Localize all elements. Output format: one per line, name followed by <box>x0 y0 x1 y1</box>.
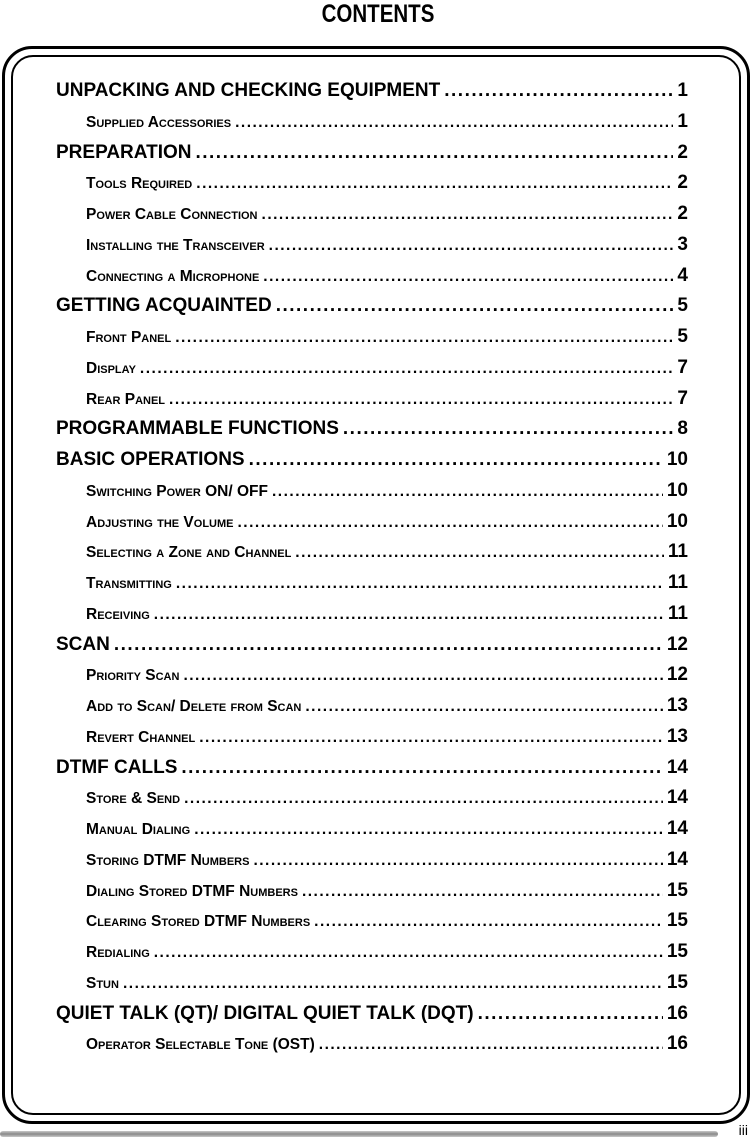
toc-entry-label: PROGRAMMABLE FUNCTIONS <box>56 418 339 440</box>
toc-entry-label: Priority Scan <box>86 667 180 685</box>
toc-entry-label: PREPARATION <box>56 141 192 163</box>
toc-leader-dots <box>302 883 663 901</box>
toc-leader-dots <box>263 268 673 286</box>
toc-entry-label: Selecting a Zone and Channel <box>86 544 292 562</box>
toc-entry-page: 1 <box>677 110 688 132</box>
toc-subsection-entry[interactable] <box>56 849 688 880</box>
toc-entry-page: 10 <box>666 449 688 470</box>
toc-entry-page: 1 <box>677 80 688 101</box>
toc-entry-page: 12 <box>666 633 688 655</box>
toc-entry-page: 15 <box>666 910 688 932</box>
toc-entry-label: Adjusting the Volume <box>86 513 234 531</box>
toc-leader-dots <box>235 114 673 132</box>
toc-entry-label: Operator Selectable Tone (OST) <box>86 1036 315 1054</box>
toc-entry-page: 15 <box>666 941 688 962</box>
toc-entry-label: Installing the Transceiver <box>86 236 265 254</box>
toc-entry-page: 4 <box>677 264 688 286</box>
toc-entry-label: Store & Send <box>86 790 181 808</box>
toc-entry-label: Tools Required <box>86 175 193 193</box>
toc-subsection-entry[interactable] <box>56 541 688 572</box>
toc-entry-label: Supplied Accessories <box>86 113 232 131</box>
toc-entry-page: 7 <box>677 356 688 378</box>
footer-bar <box>0 1131 718 1137</box>
toc-leader-dots <box>269 237 674 255</box>
toc-leader-dots <box>169 391 673 409</box>
toc-entry-page: 10 <box>666 510 688 532</box>
toc-subsection-entry[interactable] <box>56 234 688 265</box>
toc-leader-dots <box>183 667 662 685</box>
toc-leader-dots <box>184 790 663 808</box>
toc-entry-page: 14 <box>666 756 688 778</box>
toc-entry-label: Manual Dialing <box>86 821 191 838</box>
page-number: iii <box>738 1122 748 1138</box>
toc-leader-dots <box>237 514 662 532</box>
toc-subsection-entry[interactable] <box>56 603 688 634</box>
toc-leader-dots <box>249 449 663 471</box>
toc-entry-page: 15 <box>666 879 688 901</box>
toc-entry-label: Transmitting <box>86 575 172 592</box>
toc-subsection-entry[interactable] <box>56 111 688 142</box>
toc-section-entry[interactable] <box>56 142 688 173</box>
toc-entry-page: 11 <box>667 572 688 593</box>
toc-entry-page: 12 <box>666 664 688 686</box>
toc-leader-dots <box>123 975 663 993</box>
toc-leader-dots <box>194 821 663 839</box>
toc-leader-dots <box>272 483 663 501</box>
toc-entry-page: 13 <box>666 725 688 747</box>
toc-entry-label: GETTING ACQUAINTED <box>56 295 272 317</box>
toc-entry-label: DTMF CALLS <box>56 756 178 778</box>
toc-entry-page: 14 <box>666 848 688 870</box>
page-title: CONTENTS <box>321 0 435 28</box>
toc-section-entry[interactable] <box>56 1003 688 1034</box>
toc-leader-dots <box>305 698 662 716</box>
toc-entry-page: 10 <box>666 479 688 501</box>
toc-subsection-entry[interactable] <box>56 572 688 603</box>
toc-leader-dots <box>444 80 673 102</box>
toc-entry-label: Dialing Stored DTMF Numbers <box>86 882 298 900</box>
toc-leader-dots <box>478 1003 663 1025</box>
toc-subsection-entry[interactable] <box>56 326 688 357</box>
toc-subsection-entry[interactable] <box>56 172 688 203</box>
toc-section-entry[interactable] <box>56 295 688 326</box>
toc-entry-label: UNPACKING AND CHECKING EQUIPMENT <box>56 80 441 101</box>
toc-entry-label: Connecting a Microphone <box>86 267 260 285</box>
toc-subsection-entry[interactable] <box>56 880 688 911</box>
toc-entry-label: Switching Power ON/ OFF <box>86 482 268 500</box>
toc-leader-dots <box>114 634 663 656</box>
toc-leader-dots <box>176 575 664 593</box>
toc-entry-page: 8 <box>677 418 688 440</box>
toc-subsection-entry[interactable] <box>56 818 688 849</box>
toc-leader-dots <box>262 206 674 224</box>
toc-subsection-entry[interactable] <box>56 664 688 695</box>
toc-leader-dots <box>319 1036 663 1054</box>
toc-leader-dots <box>154 606 664 624</box>
toc-leader-dots <box>199 729 663 747</box>
toc-section-entry[interactable] <box>56 634 688 665</box>
toc-entry-page: 14 <box>666 787 688 809</box>
toc-subsection-entry[interactable] <box>56 203 688 234</box>
toc-entry-page: 11 <box>667 602 688 624</box>
toc-subsection-entry[interactable] <box>56 1033 688 1064</box>
toc-subsection-entry[interactable] <box>56 388 688 419</box>
toc-entry-page: 16 <box>666 1033 688 1055</box>
toc-subsection-entry[interactable] <box>56 265 688 296</box>
toc-entry-page: 13 <box>666 695 688 716</box>
toc-entry-page: 2 <box>677 172 688 194</box>
toc-entry-label: Storing DTMF Numbers <box>86 851 250 869</box>
toc-subsection-entry[interactable] <box>56 357 688 388</box>
toc-leader-dots <box>276 295 674 317</box>
toc-entry-label: Redialing <box>86 944 150 961</box>
toc-entry-page: 16 <box>666 1002 688 1024</box>
toc-leader-dots <box>343 418 674 440</box>
toc-entry-page: 3 <box>677 233 688 255</box>
toc-leader-dots <box>181 757 662 779</box>
toc-leader-dots <box>295 544 664 562</box>
toc-entry-label: SCAN <box>56 633 110 655</box>
toc-entry-label: Display <box>86 359 136 377</box>
toc-entry-page: 5 <box>677 326 688 347</box>
toc-leader-dots <box>196 175 673 193</box>
toc-subsection-entry[interactable] <box>56 480 688 511</box>
toc-entry-label: Power Cable Connection <box>86 206 258 223</box>
toc-subsection-entry[interactable] <box>56 726 688 757</box>
toc-leader-dots <box>195 142 673 164</box>
toc-leader-dots <box>140 360 674 378</box>
table-of-contents <box>56 80 688 1064</box>
toc-section-entry[interactable] <box>56 757 688 788</box>
toc-section-entry[interactable] <box>56 449 688 480</box>
toc-entry-label: Stun <box>86 974 119 992</box>
toc-entry-page: 11 <box>667 541 688 563</box>
toc-entry-label: Front Panel <box>86 329 172 346</box>
toc-entry-label: Add to Scan/ Delete from Scan <box>86 698 302 715</box>
toc-entry-page: 2 <box>677 203 688 224</box>
toc-section-entry[interactable] <box>56 80 688 111</box>
toc-subsection-entry[interactable] <box>56 941 688 972</box>
toc-entry-page: 7 <box>677 387 688 409</box>
toc-leader-dots <box>253 852 662 870</box>
toc-leader-dots <box>154 944 663 962</box>
toc-entry-label: Receiving <box>86 605 150 623</box>
toc-subsection-entry[interactable] <box>56 787 688 818</box>
toc-entry-page: 14 <box>666 818 688 839</box>
toc-entry-label: Clearing Stored DTMF Numbers <box>86 913 311 931</box>
toc-subsection-entry[interactable] <box>56 972 688 1003</box>
toc-entry-label: QUIET TALK (QT)/ DIGITAL QUIET TALK (DQT) <box>56 1002 474 1024</box>
toc-leader-dots <box>314 913 663 931</box>
toc-subsection-entry[interactable] <box>56 695 688 726</box>
toc-entry-page: 5 <box>677 295 688 317</box>
toc-entry-label: Rear Panel <box>86 390 166 408</box>
toc-leader-dots <box>175 329 673 347</box>
toc-entry-page: 15 <box>666 971 688 993</box>
toc-entry-page: 2 <box>677 141 688 163</box>
toc-entry-label: BASIC OPERATIONS <box>56 449 245 470</box>
toc-section-entry[interactable] <box>56 418 688 449</box>
toc-subsection-entry[interactable] <box>56 511 688 542</box>
toc-entry-label: Revert Channel <box>86 728 196 746</box>
toc-subsection-entry[interactable] <box>56 910 688 941</box>
